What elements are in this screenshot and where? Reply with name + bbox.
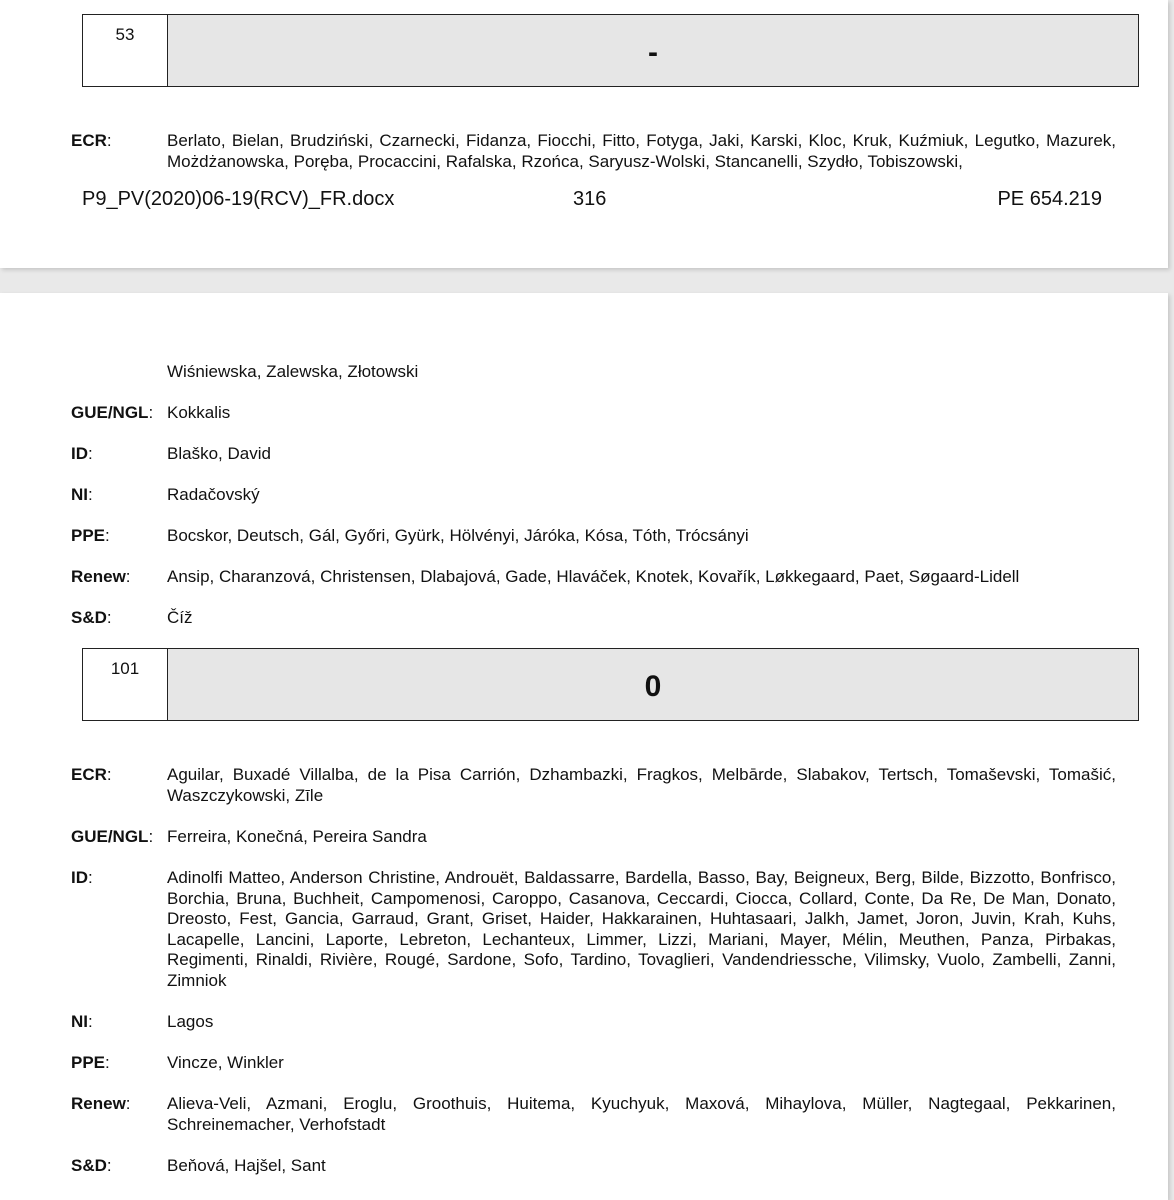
vote-result: 0 xyxy=(168,649,1138,720)
continuation-row xyxy=(71,362,1116,383)
group-label: ID xyxy=(71,444,88,463)
group-members: Beňová, Hajšel, Sant xyxy=(167,1156,326,1175)
group-members: Adinolfi Matteo, Anderson Christine, Androuët, Baldassarre, Bardella, Basso, Bay, Beigneux, Berg, Bilde, Bizzotto, Bonfrisco, Borchia, Bruna, Buchheit, Campomenosi, Caroppo, Casanova, Ceccardi, Ciocca, Collard, Conte, Da Re, De Man, Donato, Dreosto, Fest, Gancia, Garraud, Grant, Griset, Haider, Hakkarainen, Huhtasaari, Jalkh, Jamet, Joron, Juvin, Krah, Kuhs, Lacapelle, Lancini, Laporte, Lebreton, Lechanteux, Limmer, Lizzi, Mariani, Mayer, Mélin, Meuthen, Panza, Pirbakas, Regimenti, Rinaldi, Rivière, Rougé, Sardone, Sofo, Tardino, Tovaglieri, Vandendriessche, Vilimsky, Vuolo, Zambelli, Zanni, Zimniok xyxy=(167,868,1116,990)
group-row-gue-ngl: GUE/NGL: Kokkalis xyxy=(71,403,1116,424)
document-page-top xyxy=(0,0,1168,268)
group-members: Ansip, Charanzová, Christensen, Dlabajová, Gade, Hlaváček, Knotek, Kovařík, Løkkegaard, Paet, Søgaard-Lidell xyxy=(167,567,1020,586)
group-members: Lagos xyxy=(167,1012,214,1031)
group-members: Aguilar, Buxadé Villalba, de la Pisa Carrión, Dzhambazki, Fragkos, Melbārde, Slabakov, Tertsch, Tomaševski, Tomašić, Waszczykowski, Zīle xyxy=(167,765,1116,805)
group-members: Číž xyxy=(167,608,193,627)
group-label: PPE xyxy=(71,526,106,545)
group-members: Vincze, Winkler xyxy=(167,1053,284,1072)
group-row-sd: S&D: Číž xyxy=(71,608,1116,629)
continued-members: Wiśniewska, Zalewska, Złotowski xyxy=(167,362,419,381)
group-label: ECR xyxy=(71,131,107,150)
group-members: Alieva-Veli, Azmani, Eroglu, Groothuis, Huitema, Kyuchyuk, Maxová, Mihaylova, Müller, Nagtegaal, Pekkarinen, Schreinemacher, Verhofstadt xyxy=(167,1094,1116,1134)
group-row-ni: NI: Lagos xyxy=(71,1012,1116,1033)
vote-count: 53 xyxy=(83,15,168,86)
vote-result-box xyxy=(82,648,1139,721)
footer-reference: PE 654.219 xyxy=(997,188,1102,210)
group-members: Bocskor, Deutsch, Gál, Győri, Gyürk, Hölvényi, Járóka, Kósa, Tóth, Trócsányi xyxy=(167,526,749,545)
group-label: Renew xyxy=(71,567,126,586)
group-label: ECR xyxy=(71,765,107,784)
group-row-ecr: ECR: Aguilar, Buxadé Villalba, de la Pisa Carrión, Dzhambazki, Fragkos, Melbārde, Slabakov, Tertsch, Tomaševski, Tomašić, Waszczykowski, Zīle xyxy=(71,765,1116,805)
group-members: Ferreira, Konečná, Pereira Sandra xyxy=(167,827,427,846)
footer-filename: P9_PV(2020)06-19(RCV)_FR.docx xyxy=(82,188,395,210)
group-row-id: ID: Adinolfi Matteo, Anderson Christine, Androuët, Baldassarre, Bardella, Basso, Bay, Beigneux, Berg, Bilde, Bizzotto, Bonfrisco, Borchia, Bruna, Buchheit, Campomenosi, Caroppo, Casanova, Ceccardi, Ciocca, Collard, Conte, Da Re, De Man, Donato, Dreosto, Fest, Gancia, Garraud, Grant, Griset, Haider, Hakkarainen, Huhtasaari, Jalkh, Jamet, Joron, Juvin, Krah, Kuhs, Lacapelle, Lancini, Laporte, Lebreton, Lechanteux, Limmer, Lizzi, Mariani, Mayer, Mélin, Meuthen, Panza, Pirbakas, Regimenti, Rinaldi, Rivière, Rougé, Sardone, Sofo, Tardino, Tovaglieri, Vandendriessche, Vilimsky, Vuolo, Zambelli, Zanni, Zimniok xyxy=(71,868,1116,990)
group-members: Berlato, Bielan, Brudziński, Czarnecki, Fidanza, Fiocchi, Fitto, Fotyga, Jaki, Karski, Kloc, Kruk, Kuźmiuk, Legutko, Mazurek, Możdżanowska, Poręba, Procaccini, Rafalska, Rzońca, Saryusz-Wolski, Stancanelli, Szydło, Tobiszowski, xyxy=(167,131,1116,171)
group-members: Kokkalis xyxy=(167,403,231,422)
vote-count: 101 xyxy=(83,649,168,720)
group-label: Renew xyxy=(71,1094,126,1113)
group-row-gue-ngl: GUE/NGL: Ferreira, Konečná, Pereira Sandra xyxy=(71,827,1116,848)
group-row-ppe: PPE: Bocskor, Deutsch, Gál, Győri, Gyürk, Hölvényi, Járóka, Kósa, Tóth, Trócsányi xyxy=(71,526,1116,547)
group-row-sd: S&D: Beňová, Hajšel, Sant xyxy=(71,1156,1116,1177)
group-label: NI xyxy=(71,1012,88,1031)
vote-result: - xyxy=(168,15,1138,86)
group-label: NI xyxy=(71,485,88,504)
document-page-bottom xyxy=(0,293,1168,1200)
group-label: GUE/NGL xyxy=(71,403,149,422)
group-row-ppe: PPE: Vincze, Winkler xyxy=(71,1053,1116,1074)
group-label: ID xyxy=(71,868,88,887)
group-members: Radačovský xyxy=(167,485,260,504)
group-row-renew: Renew: Alieva-Veli, Azmani, Eroglu, Groothuis, Huitema, Kyuchyuk, Maxová, Mihaylova, Müller, Nagtegaal, Pekkarinen, Schreinemacher, Verhofstadt xyxy=(71,1094,1116,1134)
group-row-id: ID: Blaško, David xyxy=(71,444,1116,465)
vote-result-box xyxy=(82,14,1139,87)
group-members: Blaško, David xyxy=(167,444,271,463)
group-label: GUE/NGL xyxy=(71,827,149,846)
page-footer xyxy=(82,188,1102,214)
group-row-ni: NI: Radačovský xyxy=(71,485,1116,506)
group-label: PPE xyxy=(71,1053,106,1072)
group-label: S&D xyxy=(71,1156,107,1175)
footer-page-number: 316 xyxy=(573,188,607,210)
group-row-ecr: ECR: Berlato, Bielan, Brudziński, Czarnecki, Fidanza, Fiocchi, Fitto, Fotyga, Jaki, Karski, Kloc, Kruk, Kuźmiuk, Legutko, Mazurek, Możdżanowska, Poręba, Procaccini, Rafalska, Rzońca, Saryusz-Wolski, Stancanelli, Szydło, Tobiszowski, xyxy=(71,131,1116,171)
group-label: S&D xyxy=(71,608,107,627)
group-row-renew: Renew: Ansip, Charanzová, Christensen, Dlabajová, Gade, Hlaváček, Knotek, Kovařík, Løkkegaard, Paet, Søgaard-Lidell xyxy=(71,567,1116,588)
